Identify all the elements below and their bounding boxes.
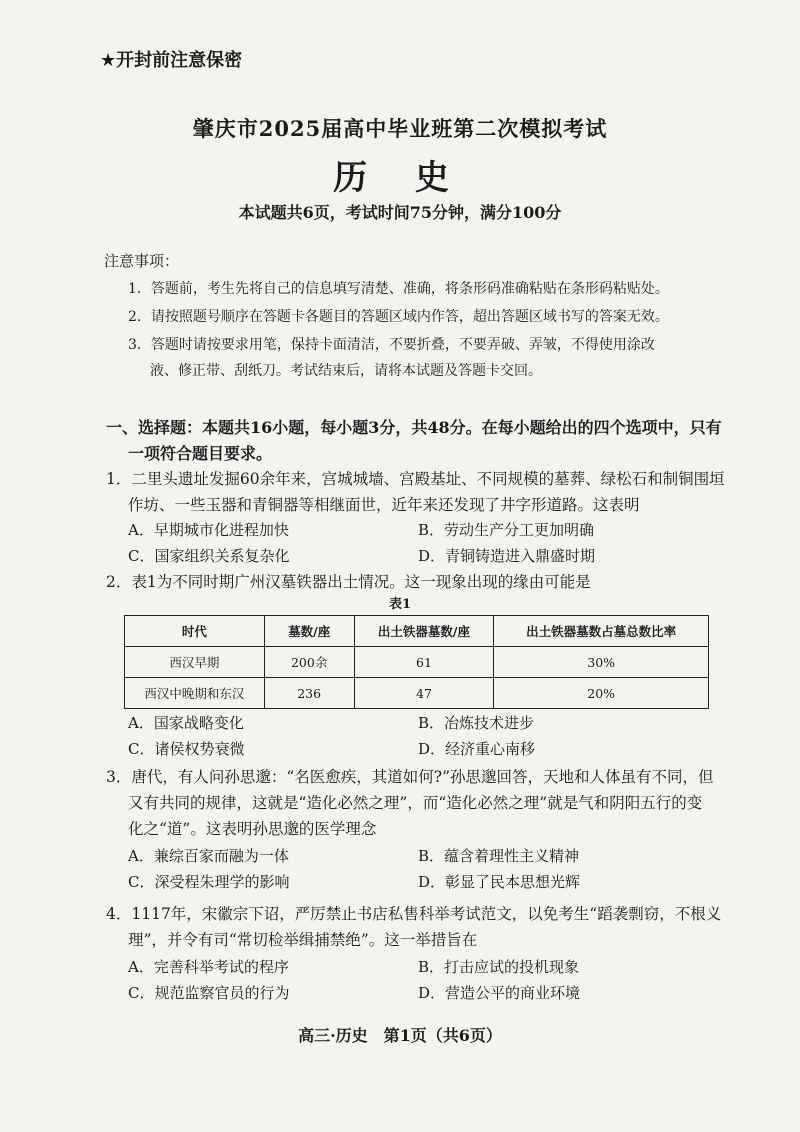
question-3-option-a: A．兼综百家而融为一体 xyxy=(128,847,289,865)
table-row xyxy=(125,678,709,709)
notice-item: 2．请按照题号顺序在答题卡各题目的答题区域内作答，超出答题区域书写的答案无效。 xyxy=(128,309,669,325)
question-2-option-d: D．经济重心南移 xyxy=(418,740,536,758)
question-4-stem: 4．1117年，宋徽宗下诏，严厉禁止书店私售科举考试范文，以免考生“蹈袭剽窃，不根义 xyxy=(106,905,722,923)
question-1-option-b: B．劳动生产分工更加明确 xyxy=(418,521,595,539)
question-2-stem: 2．表1为不同时期广州汉墓铁器出土情况。这一现象出现的缘由可能是 xyxy=(106,573,591,591)
question-1-stem: 1．二里头遗址发掘60余年来，宫城城墙、宫殿基址、不同规模的墓葬、绿松石和制铜围垣 xyxy=(106,470,725,488)
table-caption: 表1 xyxy=(388,597,412,612)
question-3-option-b: B．蕴含着理性主义精神 xyxy=(418,847,580,865)
question-2-option-b: B．冶炼技术进步 xyxy=(418,714,535,732)
table-header: 墓数/座 xyxy=(264,616,354,647)
table-header: 出土铁器墓数占墓总数比率 xyxy=(494,616,709,647)
table-header-row xyxy=(125,616,709,647)
table-cell: 236 xyxy=(264,678,354,709)
section-heading: 一、选择题：本题共16小题，每小题3分，共48分。在每小题给出的四个选项中，只有 xyxy=(106,418,722,437)
question-4-option-a: A．完善科举考试的程序 xyxy=(128,958,289,976)
question-4-option-b: B．打击应试的投机现象 xyxy=(418,958,580,976)
question-2-option-a: A．国家战略变化 xyxy=(128,714,244,732)
table-header: 出土铁器墓数/座 xyxy=(354,616,494,647)
notice-item: 3．答题时请按要求用笔，保持卡面清洁，不要折叠，不要弄破、弄皱，不得使用涂改 xyxy=(128,337,655,353)
question-4-stem-cont: 理”，并令有司“常切检举缉捕禁绝”。这一举措旨在 xyxy=(128,931,478,949)
notice-item: 液、修正带、刮纸刀。考试结束后，请将本试题及答题卡交回。 xyxy=(150,363,542,379)
question-2-option-c: C．诸侯权势衰微 xyxy=(128,740,245,758)
question-3-stem: 3．唐代，有人问孙思邈：“名医愈疾，其道如何?”孙思邈回答，天地和人体虽有不同，但 xyxy=(106,768,714,786)
page-footer: 高三·历史 第1页（共6页） xyxy=(298,1026,502,1045)
question-3-option-d: D．彰显了民本思想光辉 xyxy=(418,873,581,891)
question-3-stem-cont: 化之“道”。这表明孙思邈的医学理念 xyxy=(128,820,377,838)
table-cell: 200余 xyxy=(264,647,354,678)
question-1-option-d: D．青铜铸造进入鼎盛时期 xyxy=(418,547,596,565)
table-cell: 西汉中晚期和东汉 xyxy=(125,678,265,709)
question-4-option-d: D．营造公平的商业环境 xyxy=(418,984,581,1002)
table-cell: 61 xyxy=(354,647,494,678)
question-4-option-c: C．规范监察官员的行为 xyxy=(128,984,290,1002)
table-cell: 30% xyxy=(494,647,709,678)
notice-item: 1．答题前，考生先将自己的信息填写清楚、准确，将条形码准确粘贴在条形码粘贴处。 xyxy=(128,281,669,297)
question-1-option-a: A．早期城市化进程加快 xyxy=(128,521,289,539)
section-heading-cont: 一项符合题目要求。 xyxy=(128,444,273,463)
question-1-option-c: C．国家组织关系复杂化 xyxy=(128,547,290,565)
data-table xyxy=(124,615,709,709)
table-cell: 47 xyxy=(354,678,494,709)
notice-heading: 注意事项： xyxy=(104,252,180,270)
table-row xyxy=(125,647,709,678)
question-3-stem-cont: 又有共同的规律，这就是“造化必然之理”，而“造化必然之理”就是气和阴阳五行的变 xyxy=(128,794,703,812)
table-cell: 20% xyxy=(494,678,709,709)
exam-title: 肇庆市2025届高中毕业班第二次模拟考试 xyxy=(192,116,608,141)
question-3-option-c: C．深受程朱理学的影响 xyxy=(128,873,290,891)
question-1-stem-cont: 作坊、一些玉器和青铜器等相继面世，近年来还发现了井字形道路。这表明 xyxy=(128,496,640,514)
exam-info: 本试题共6页，考试时间75分钟，满分100分 xyxy=(238,203,562,222)
confidential-notice: ★开封前注意保密 xyxy=(100,50,243,71)
table-cell: 西汉早期 xyxy=(125,647,265,678)
table-header: 时代 xyxy=(125,616,265,647)
subject-title: 历 史 xyxy=(333,158,467,198)
